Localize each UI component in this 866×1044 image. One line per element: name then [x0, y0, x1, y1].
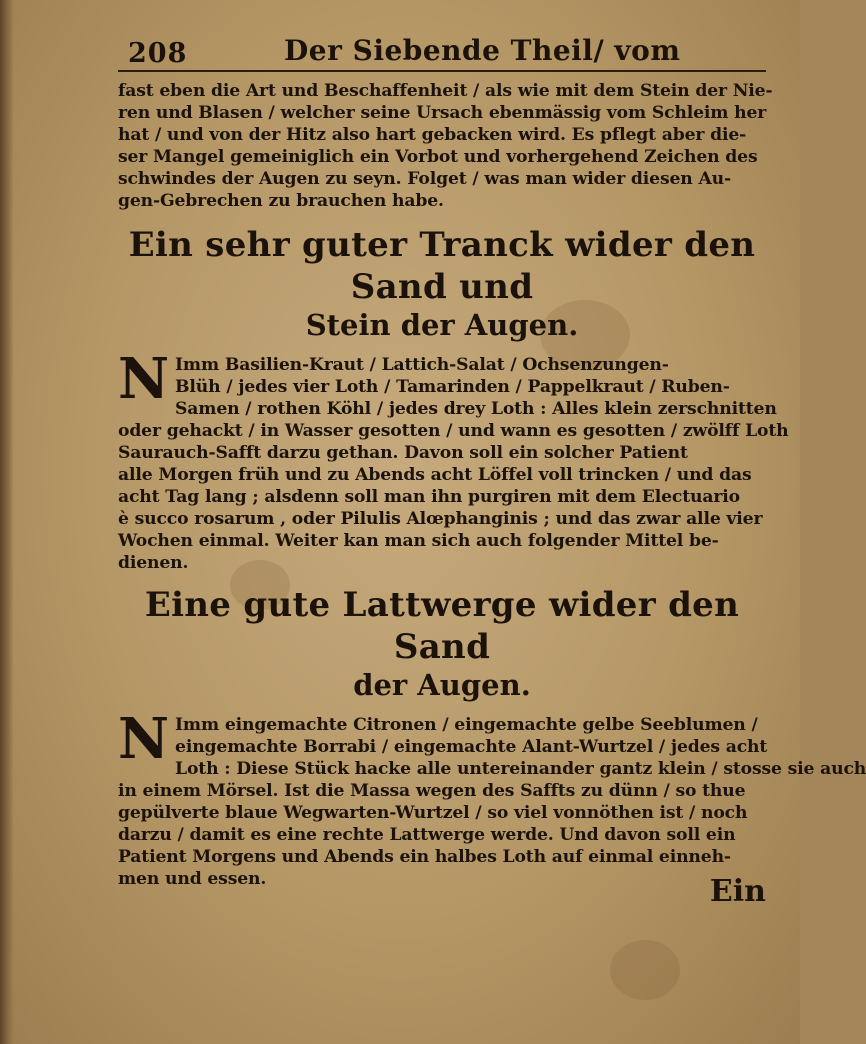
text-line: men und essen.: [118, 869, 267, 889]
text-line: in einem Mörsel. Ist die Massa wegen des Saffts zu dünn / so thue: [118, 781, 746, 801]
text-line: Imm Basilien-Kraut / Lattich-Salat / Ochsenzungen-: [175, 355, 669, 375]
paper-stain: [610, 940, 680, 1000]
text-line: eingemachte Borrabi / eingemachte Alant-Wurtzel / jedes acht: [175, 737, 768, 757]
text-line: Blüh / jedes vier Loth / Tamarinden / Pappelkraut / Ruben-: [175, 377, 730, 397]
text-line: acht Tag lang ; alsdenn soll man ihn purgiren mit dem Electuario: [118, 487, 740, 507]
text-line: alle Morgen früh und zu Abends acht Löffel voll trincken / und das: [118, 465, 752, 485]
page-header: [118, 30, 766, 72]
text-line: Saurauch-Safft darzu gethan. Davon soll ein solcher Patient: [118, 443, 688, 463]
heading-line: Eine gute Lattwerge wider den Sand: [144, 585, 740, 667]
drop-cap: N: [118, 346, 170, 412]
text-block: [118, 30, 866, 890]
text-line: dienen.: [118, 553, 189, 573]
recipe-paragraph-2: [118, 706, 866, 890]
page-spine-shadow: [0, 0, 14, 1044]
text-line: Imm eingemachte Citronen / eingemachte gelbe Seeblumen /: [175, 715, 758, 735]
recipe-heading-2: [118, 584, 766, 702]
text-line: oder gehackt / in Wasser gesotten / und wann es gesotten / zwölff Loth: [118, 421, 789, 441]
text-line: ren und Blasen / welcher seine Ursach ebenmässig vom Schleim her: [118, 103, 767, 123]
text-line: hat / und von der Hitz also hart gebacken wird. Es pflegt aber die-: [118, 125, 747, 145]
heading-line: der Augen.: [353, 668, 531, 702]
heading-line: Stein der Augen.: [305, 308, 579, 342]
running-title: Der Siebende Theil/ vom: [284, 34, 681, 67]
text-line: Wochen einmal. Weiter kan man sich auch folgender Mittel be-: [118, 531, 719, 551]
text-line: Patient Morgens und Abends ein halbes Loth auf einmal einneh-: [118, 847, 731, 867]
text-line: gen-Gebrechen zu brauchen habe.: [118, 191, 444, 211]
page-number: 208: [128, 38, 188, 69]
intro-paragraph: [118, 80, 773, 212]
recipe-heading-1: [118, 224, 766, 342]
text-line: ser Mangel gemeiniglich ein Vorbot und vorhergehend Zeichen des: [118, 147, 758, 167]
catchword: Ein: [709, 874, 766, 909]
drop-cap: N: [118, 706, 170, 772]
text-line: gepülverte blaue Wegwarten-Wurtzel / so viel vonnöthen ist / noch: [118, 803, 748, 823]
text-line: fast eben die Art und Beschaffenheit / als wie mit dem Stein der Nie-: [118, 81, 773, 101]
recipe-paragraph-1: [118, 346, 789, 574]
text-line: Loth : Diese Stück hacke alle untereinander gantz klein / stosse sie auch: [175, 759, 866, 779]
text-line: darzu / damit es eine rechte Lattwerge werde. Und davon soll ein: [118, 825, 736, 845]
text-line: schwindes der Augen zu seyn. Folget / was man wider diesen Au-: [118, 169, 731, 189]
heading-line: Ein sehr guter Tranck wider den Sand und: [128, 225, 756, 307]
text-line: Samen / rothen Köhl / jedes drey Loth : Alles klein zerschnitten: [175, 399, 777, 419]
text-line: è succo rosarum , oder Pilulis Alœphanginis ; und das zwar alle vier: [118, 509, 763, 529]
